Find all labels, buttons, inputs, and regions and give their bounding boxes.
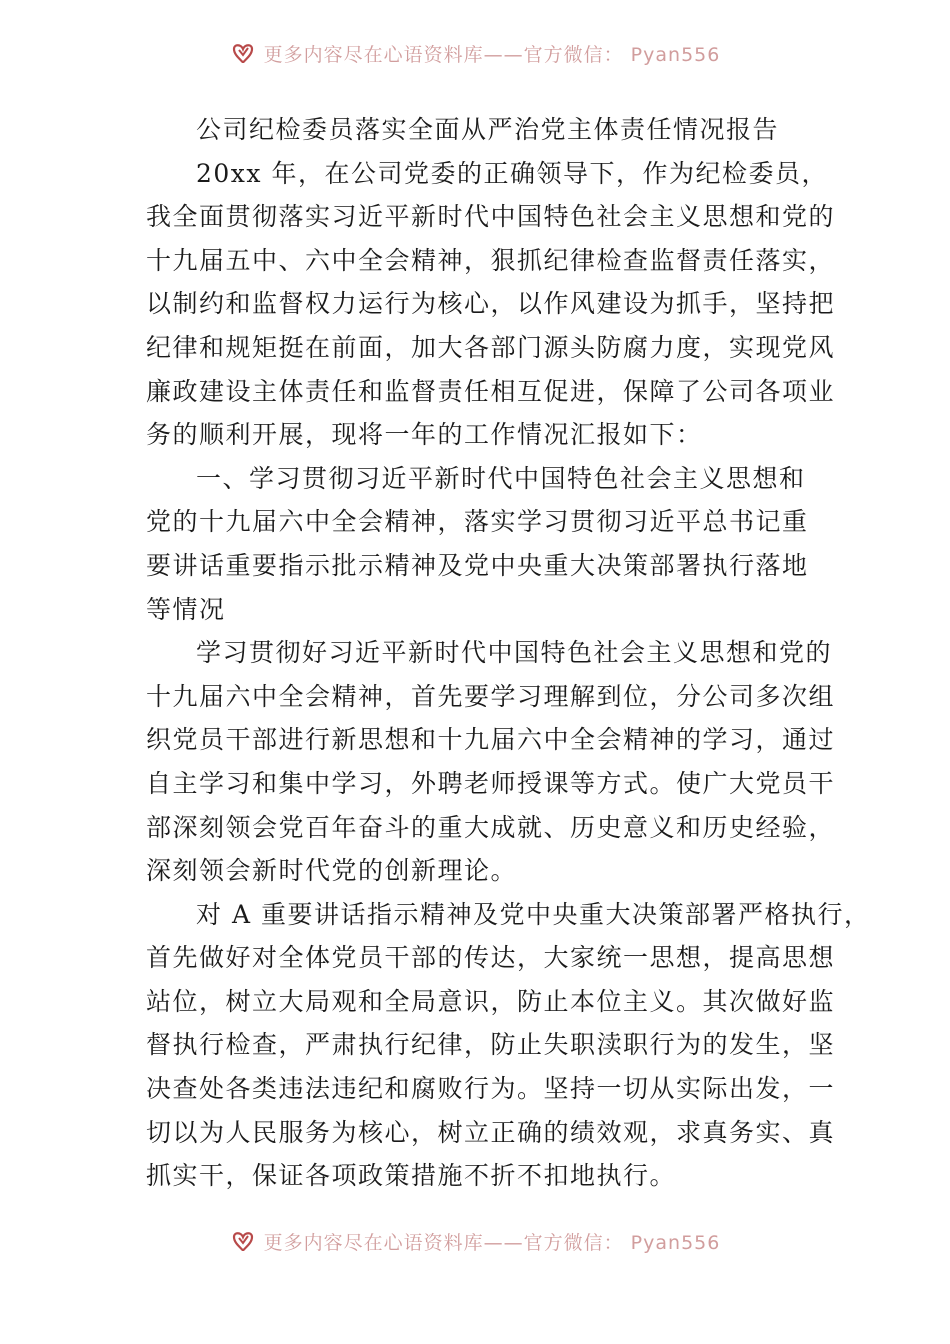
paragraph-line: 务的顺利开展，现将一年的工作情况汇报如下：: [146, 420, 703, 450]
section-heading-line: 要讲话重要指示批示精神及党中央重大决策部署执行落地: [146, 550, 809, 580]
paragraph-line: 学习贯彻好习近平新时代中国特色社会主义思想和党的: [196, 638, 833, 668]
watermark-text: 更多内容尽在心语资料库——官方微信： Pyan556: [263, 1232, 721, 1254]
document-title: 公司纪检委员落实全面从严治党主体责任情况报告: [196, 115, 780, 144]
paragraph-line: 抓实干，保证各项政策措施不折不扣地执行。: [146, 1161, 677, 1191]
watermark-text: 更多内容尽在心语资料库——官方微信： Pyan556: [263, 44, 721, 66]
paragraph-line: 廉政建设主体责任和监督责任相互促进，保障了公司各项业: [146, 376, 836, 406]
paragraph-line: 织党员干部进行新思想和十九届六中全会精神的学习，通过: [146, 725, 836, 755]
paragraph-line: 对 A 重要讲话指示精神及党中央重大决策部署严格执行，: [196, 899, 871, 929]
footer-watermark: [0, 1228, 950, 1255]
paragraph-line: 站位，树立大局观和全局意识，防止本位主义。其次做好监: [146, 986, 836, 1016]
logo-icon: [230, 41, 256, 67]
paragraph-line: 部深刻领会党百年奋斗的重大成就、历史意义和历史经验，: [146, 812, 836, 842]
paragraph-line: 十九届六中全会精神，首先要学习理解到位，分公司多次组: [146, 681, 836, 711]
paragraph-line: 纪律和规矩挺在前面，加大各部门源头防腐力度，实现党风: [146, 332, 836, 362]
section-heading-line: 一、学习贯彻习近平新时代中国特色社会主义思想和: [196, 463, 806, 493]
paragraph-line: 深刻领会新时代党的创新理论。: [146, 856, 518, 886]
paragraph-line: 十九届五中、六中全会精神，狠抓纪律检查监督责任落实，: [146, 245, 836, 275]
paragraph-line: 以制约和监督权力运行为核心，以作风建设为抓手，坚持把: [146, 289, 836, 319]
paragraph-line: 决查处各类违法违纪和腐败行为。坚持一切从实际出发，一: [146, 1074, 836, 1104]
paragraph-line: 切以为人民服务为核心，树立正确的绩效观，求真务实、真: [146, 1117, 836, 1147]
section-heading-line: 党的十九届六中全会精神，落实学习贯彻习近平总书记重: [146, 507, 809, 537]
paragraph-line: 督执行检查，严肃执行纪律，防止失职渎职行为的发生，坚: [146, 1030, 836, 1060]
paragraph-line: 首先做好对全体党员干部的传达，大家统一思想，提高思想: [146, 943, 836, 973]
paragraph-line: 我全面贯彻落实习近平新时代中国特色社会主义思想和党的: [146, 202, 836, 232]
paragraph-line: 20xx 年，在公司党委的正确领导下，作为纪检委员，: [196, 158, 828, 188]
logo-icon: [230, 1229, 256, 1255]
header-watermark: [0, 40, 950, 67]
document-body: [146, 108, 871, 1198]
paragraph-line: 自主学习和集中学习，外聘老师授课等方式。使广大党员干: [146, 768, 836, 798]
section-heading-line: 等情况: [146, 594, 226, 624]
